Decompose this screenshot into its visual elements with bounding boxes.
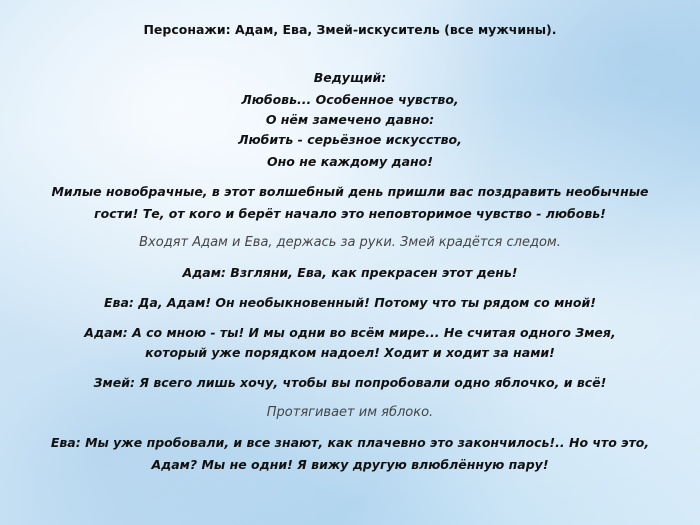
poem-line: Любовь... Особенное чувство, bbox=[241, 92, 459, 107]
dialogue-line: Адам? Мы не одни! Я вижу другую влюблённую пару! bbox=[151, 457, 549, 472]
poem-line: О нём замечено давно: bbox=[265, 112, 435, 127]
intro-line: Милые новобрачные, в этот волшебный день пришли вас поздравить необычные bbox=[51, 184, 649, 199]
dialogue-line: который уже порядком надоел! Ходит и ходит за нами! bbox=[145, 345, 555, 360]
stage-direction: Протягивает им яблоко. bbox=[266, 405, 434, 420]
dialogue-line: Адам: А со мною - ты! И мы одни во всём мире... Не считая одного Змея, bbox=[84, 325, 616, 340]
dialogue-line: Змей: Я всего лишь хочу, чтобы вы попробовали одно яблочко, и всё! bbox=[93, 375, 607, 390]
poem-line: Оно не каждому дано! bbox=[267, 154, 433, 169]
dialogue-line: Ева: Мы уже пробовали, и все знают, как плачевно это закончилось!.. Но что это, bbox=[50, 435, 650, 450]
characters-line: Персонажи: Адам, Ева, Змей-искуситель (все мужчины). bbox=[143, 22, 557, 37]
dialogue-line: Адам: Взгляни, Ева, как прекрасен этот день! bbox=[182, 265, 518, 280]
poem-line: Любить - серьёзное искусство, bbox=[238, 132, 462, 147]
stage-direction: Входят Адам и Ева, держась за руки. Змей крадётся следом. bbox=[139, 235, 561, 250]
host-label: Ведущий: bbox=[313, 70, 387, 85]
dialogue-line: Ева: Да, Адам! Он необыкновенный! Потому что ты рядом со мной! bbox=[104, 295, 596, 310]
intro-line: гости! Те, от кого и берёт начало это неповторимое чувство - любовь! bbox=[94, 206, 606, 221]
